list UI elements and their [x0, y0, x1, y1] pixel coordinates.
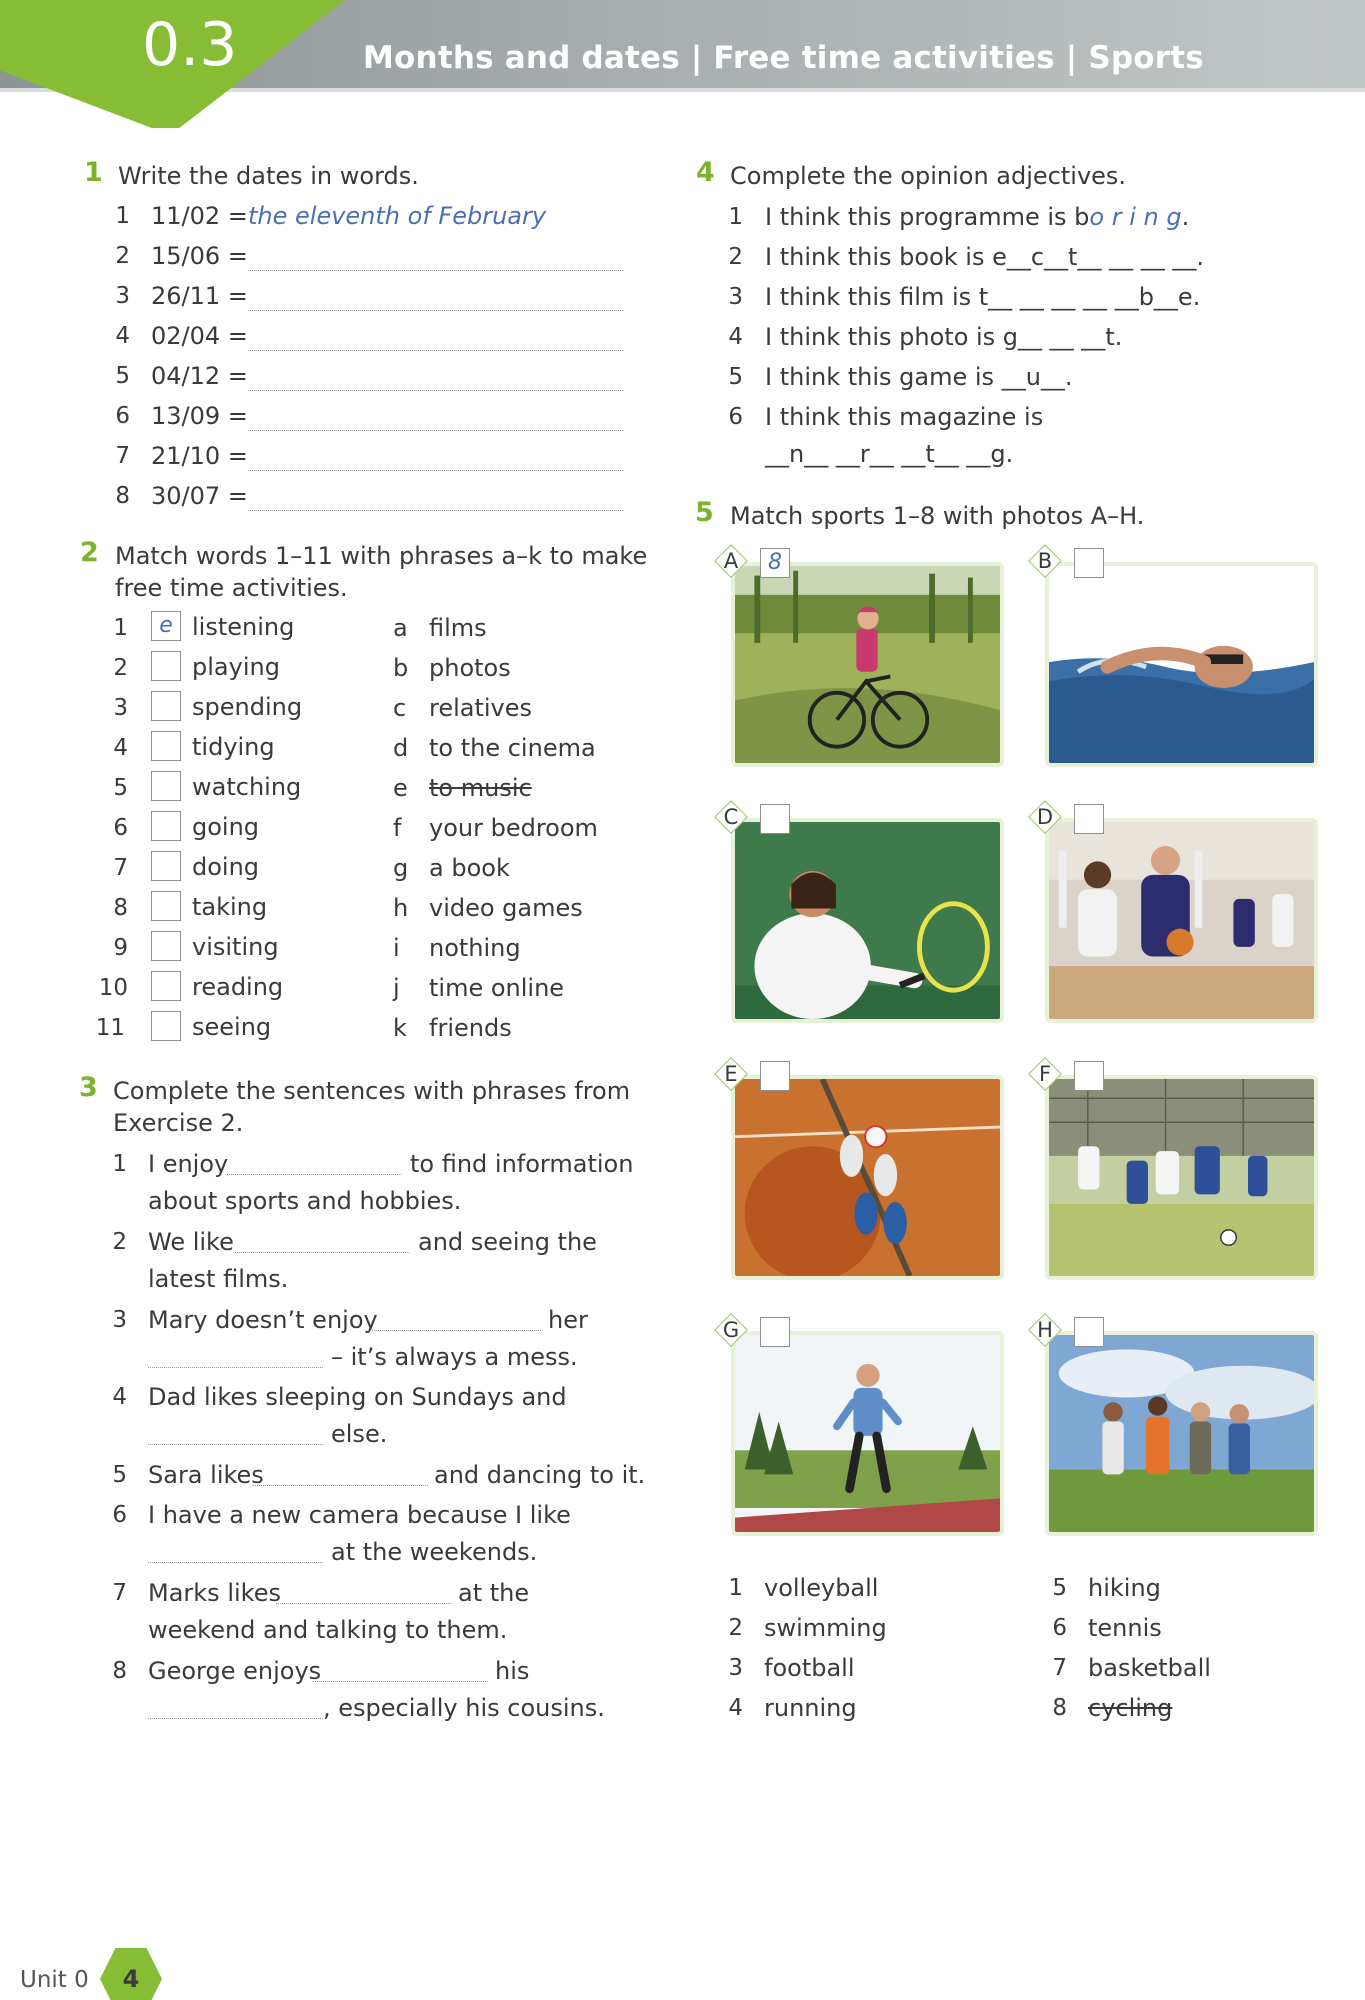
exercise-4-instruction: Complete the opinion adjectives. — [730, 162, 1127, 190]
word: playing — [192, 653, 280, 681]
adjective-sentence: I think this photo is g__ __ __t. — [765, 323, 1123, 351]
date-value: 11/02 = — [151, 202, 248, 230]
adjective-sentence: I think this book is e__c__t__ __ __ __. — [765, 243, 1204, 271]
photo-label-diamond: C — [715, 801, 747, 833]
adjective-sentence-continued: __n__ __r__ __t__ __g. — [765, 440, 1014, 468]
phrase-letter: h — [393, 894, 409, 922]
photo-answer-box[interactable] — [1074, 804, 1104, 834]
sentence-text: I enjoy — [148, 1150, 229, 1178]
answer-line[interactable] — [248, 510, 623, 511]
sport-name: running — [764, 1694, 857, 1722]
item-number: 1 — [115, 203, 130, 229]
word: seeing — [192, 1013, 272, 1041]
sentence-text: I have a new camera because I like — [148, 1501, 571, 1529]
sentence-text: about sports and hobbies. — [148, 1187, 462, 1215]
sentence-text: , especially his cousins. — [323, 1694, 605, 1722]
date-value: 15/06 = — [151, 242, 248, 270]
phrase-letter: e — [393, 774, 408, 802]
adjective-sentence: I think this programme is bo r i n g. — [765, 203, 1190, 231]
sport-name: swimming — [764, 1614, 887, 1642]
phrase: to the cinema — [429, 734, 596, 762]
sentence-text: at the weekends. — [331, 1538, 538, 1566]
word: taking — [192, 893, 268, 921]
photo-label-diamond: H — [1029, 1314, 1061, 1346]
sentence-text: Marks likes — [148, 1579, 281, 1607]
phrase: relatives — [429, 694, 533, 722]
letter-gaps[interactable]: __ __ __t — [1018, 323, 1115, 351]
answer-line[interactable] — [248, 350, 623, 351]
sport-name: hiking — [1088, 1574, 1161, 1602]
item-number: 3 — [113, 695, 128, 721]
word: spending — [192, 693, 303, 721]
answer-line[interactable] — [235, 1252, 410, 1253]
sport-name: tennis — [1088, 1614, 1162, 1642]
photo-hiking — [1045, 1331, 1318, 1536]
answer-line[interactable] — [248, 430, 623, 431]
match-box[interactable] — [151, 651, 181, 681]
exercise-5-number: 5 — [695, 497, 714, 528]
answer-line[interactable] — [313, 1681, 488, 1682]
exercise-5-instruction: Match sports 1–8 with photos A–H. — [730, 502, 1145, 530]
exercise-3-instruction-line2: Exercise 2. — [113, 1109, 244, 1137]
phrase-letter: j — [393, 974, 400, 1002]
sentence-text: her — [548, 1306, 588, 1334]
item-number: 2 — [113, 655, 128, 681]
match-box[interactable]: e — [151, 611, 181, 641]
photo-answer-box[interactable] — [760, 1317, 790, 1347]
answer-line[interactable] — [366, 1330, 541, 1331]
match-box[interactable] — [151, 1011, 181, 1041]
item-number: 2 — [112, 1229, 127, 1255]
phrase-letter: k — [393, 1014, 407, 1042]
sentence-text: weekend and talking to them. — [148, 1616, 508, 1644]
adjective-sentence: I think this game is __u__. — [765, 363, 1073, 391]
phrase: nothing — [429, 934, 521, 962]
photo-basketball — [1045, 818, 1318, 1023]
item-number: 8 — [112, 1658, 127, 1684]
sentence-text: to find information — [410, 1150, 634, 1178]
item-number: 10 — [98, 975, 128, 1001]
word: going — [192, 813, 260, 841]
item-number: 1 — [728, 204, 743, 230]
phrase-letter: f — [393, 814, 402, 842]
date-value: 13/09 = — [151, 402, 248, 430]
exercise-1-number: 1 — [84, 157, 103, 188]
item-number: 7 — [115, 443, 130, 469]
match-box[interactable] — [151, 971, 181, 1001]
footer-unit: Unit 0 — [20, 1967, 89, 1993]
answer-line[interactable] — [148, 1367, 323, 1368]
match-box[interactable] — [151, 731, 181, 761]
item-number: 5 — [115, 363, 130, 389]
letter-gaps[interactable]: __c__t__ __ __ __ — [1006, 243, 1197, 271]
sentence-text: – it’s always a mess. — [331, 1343, 578, 1371]
photo-answer-box[interactable] — [1074, 548, 1104, 578]
answer-line[interactable] — [253, 1485, 428, 1486]
phrase: photos — [429, 654, 511, 682]
date-value: 02/04 = — [151, 322, 248, 350]
answer-line[interactable] — [248, 270, 623, 271]
photo-football — [1045, 1075, 1318, 1280]
lesson-number: 0.3 — [142, 10, 238, 80]
answer-line[interactable] — [148, 1718, 323, 1719]
item-number: 4 — [728, 1695, 743, 1721]
word: tidying — [192, 733, 275, 761]
date-value: 26/11 = — [151, 282, 248, 310]
sentence-text: else. — [331, 1420, 388, 1448]
photo-label-diamond: D — [1029, 801, 1061, 833]
sentence-text: and dancing to it. — [434, 1461, 646, 1489]
item-number: 2 — [115, 243, 130, 269]
sport-name-used: cycling — [1088, 1694, 1173, 1722]
match-box[interactable] — [151, 811, 181, 841]
date-value: 30/07 = — [151, 482, 248, 510]
match-box[interactable] — [151, 851, 181, 881]
exercise-2-number: 2 — [80, 537, 99, 568]
item-number: 7 — [1052, 1655, 1067, 1681]
item-number: 3 — [728, 1655, 743, 1681]
item-number: 1 — [112, 1151, 127, 1177]
phrase-letter: d — [393, 734, 409, 762]
sentence-text: George enjoys — [148, 1657, 322, 1685]
answer-line[interactable] — [148, 1562, 323, 1563]
item-number: 9 — [113, 935, 128, 961]
photo-label-diamond: A — [715, 545, 747, 577]
item-number: 6 — [728, 404, 743, 430]
phrase: a book — [429, 854, 510, 882]
photo-answer-box[interactable] — [760, 804, 790, 834]
adjective-answer[interactable]: o r i n g — [1089, 203, 1182, 231]
item-number: 2 — [728, 244, 743, 270]
date-answer[interactable]: the eleventh of February — [248, 202, 547, 230]
photo-label-diamond: E — [715, 1058, 747, 1090]
item-number: 6 — [113, 815, 128, 841]
photo-label-diamond: F — [1029, 1058, 1061, 1090]
item-number: 5 — [113, 775, 128, 801]
match-box[interactable] — [151, 931, 181, 961]
exercise-1-instruction: Write the dates in words. — [118, 162, 419, 190]
item-number: 6 — [115, 403, 130, 429]
item-number: 5 — [112, 1462, 127, 1488]
phrase-letter: a — [393, 614, 408, 642]
item-number: 6 — [1052, 1615, 1067, 1641]
date-value: 21/10 = — [151, 442, 248, 470]
answer-line[interactable] — [248, 310, 623, 311]
phrase-used: to music — [429, 774, 532, 802]
letter-gaps[interactable]: __u__ — [1001, 363, 1065, 391]
item-number: 7 — [112, 1580, 127, 1606]
item-number: 3 — [112, 1307, 127, 1333]
photo-answer-box[interactable] — [1074, 1317, 1104, 1347]
photo-label-diamond: B — [1029, 545, 1061, 577]
word: doing — [192, 853, 260, 881]
adjective-sentence: I think this magazine is — [765, 403, 1044, 431]
word: reading — [192, 973, 284, 1001]
photo-swimming — [1045, 562, 1318, 767]
photo-tennis — [731, 818, 1004, 1023]
photo-label-diamond: G — [715, 1314, 747, 1346]
sport-name: volleyball — [764, 1574, 879, 1602]
lesson-title: Months and dates | Free time activities | Sports — [363, 40, 1204, 76]
match-box[interactable] — [151, 771, 181, 801]
match-box[interactable] — [151, 891, 181, 921]
photo-cycling — [731, 562, 1004, 767]
photo-answer-box[interactable] — [760, 1061, 790, 1091]
letter-gaps[interactable]: __n__ __r__ __t__ __g — [765, 440, 1006, 468]
word: visiting — [192, 933, 279, 961]
item-number: 11 — [95, 1015, 125, 1041]
adjective-sentence: I think this film is t__ __ __ __ __b__e. — [765, 283, 1201, 311]
sentence-text: We like — [148, 1228, 234, 1256]
item-number: 1 — [728, 1575, 743, 1601]
sport-name: football — [764, 1654, 855, 1682]
match-box[interactable] — [151, 691, 181, 721]
sentence-text: at the — [458, 1579, 530, 1607]
phrase: your bedroom — [429, 814, 598, 842]
item-number: 2 — [728, 1615, 743, 1641]
item-number: 4 — [115, 323, 130, 349]
phrase-letter: i — [393, 934, 400, 962]
sentence-text: Mary doesn’t enjoy — [148, 1306, 378, 1334]
item-number: 7 — [113, 855, 128, 881]
item-number: 4 — [112, 1384, 127, 1410]
word: watching — [192, 773, 302, 801]
answer-line[interactable] — [248, 390, 623, 391]
phrase-letter: g — [393, 854, 409, 882]
sport-name: basketball — [1088, 1654, 1211, 1682]
sentence-text: and seeing the — [418, 1228, 597, 1256]
page-number: 4 — [122, 1965, 140, 1993]
photo-answer-box[interactable] — [1074, 1061, 1104, 1091]
exercise-2-instruction-line1: Match words 1–11 with phrases a–k to make — [115, 542, 648, 570]
phrase-letter: c — [393, 694, 407, 722]
item-number: 3 — [115, 283, 130, 309]
item-number: 8 — [1052, 1695, 1067, 1721]
phrase: friends — [429, 1014, 512, 1042]
item-number: 4 — [728, 324, 743, 350]
exercise-4-number: 4 — [696, 157, 715, 188]
phrase: films — [429, 614, 487, 642]
item-number: 1 — [113, 615, 128, 641]
photo-answer-box[interactable]: 8 — [760, 548, 790, 578]
answer-line[interactable] — [227, 1174, 402, 1175]
photo-volleyball — [731, 1075, 1004, 1280]
exercise-3-number: 3 — [79, 1072, 98, 1103]
item-number: 8 — [113, 895, 128, 921]
sentence-text: Sara likes — [148, 1461, 264, 1489]
word: listening — [192, 613, 295, 641]
phrase: time online — [429, 974, 565, 1002]
item-number: 6 — [112, 1502, 127, 1528]
exercise-3-instruction-line1: Complete the sentences with phrases from — [113, 1077, 631, 1105]
exercise-2-instruction-line2: free time activities. — [115, 574, 348, 602]
item-number: 5 — [1052, 1575, 1067, 1601]
sentence-text: Dad likes sleeping on Sundays and — [148, 1383, 567, 1411]
phrase: video games — [429, 894, 583, 922]
phrase-letter: b — [393, 654, 409, 682]
item-number: 3 — [728, 284, 743, 310]
sentence-text: his — [495, 1657, 530, 1685]
answer-line[interactable] — [148, 1444, 323, 1445]
sentence-text: latest films. — [148, 1265, 289, 1293]
item-number: 8 — [115, 483, 130, 509]
date-value: 04/12 = — [151, 362, 248, 390]
letter-gaps[interactable]: __ __ __ __ __b__e — [988, 283, 1193, 311]
photo-running — [731, 1331, 1004, 1536]
item-number: 4 — [113, 735, 128, 761]
answer-line[interactable] — [248, 470, 623, 471]
answer-line[interactable] — [276, 1603, 451, 1604]
item-number: 5 — [728, 364, 743, 390]
